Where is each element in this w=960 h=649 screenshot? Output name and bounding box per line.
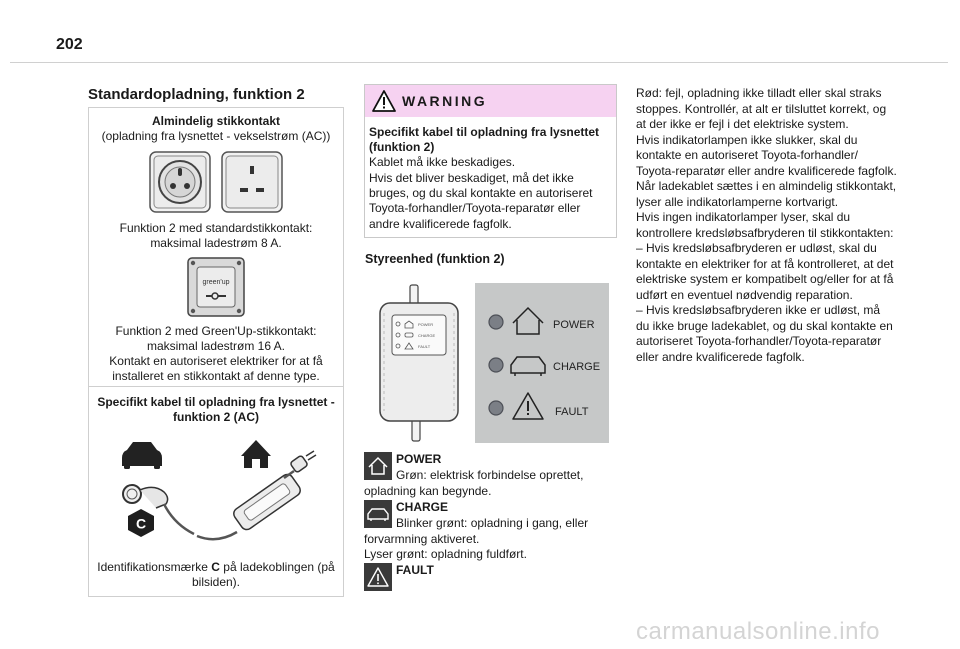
greenup-caption-4: installeret en stikkontakt af denne type. (112, 369, 320, 383)
power-line-1: Grøn: elektrisk forbindelse oprettet, (396, 468, 584, 482)
right-line-2: stoppes. Kontrollér, at alt er tilsluttet korrekt, og (636, 102, 887, 116)
charge-car-icon (364, 500, 392, 528)
right-line-3: at der ikke er fejl i det elektriske system. (636, 117, 849, 131)
charge-line-1: Blinker grønt: opladning i gang, eller (396, 516, 589, 530)
c-badge-letter: C (135, 515, 147, 532)
right-line-14: udført en eventuel nødvendig reparation. (636, 288, 853, 302)
greenup-caption-2: maksimal ladestrøm 16 A. (146, 339, 286, 353)
watermark: carmanualsonline.info (636, 618, 880, 645)
charge-car-icon (511, 357, 545, 376)
french-socket-icon (148, 150, 212, 214)
charge-title: CHARGE (396, 500, 449, 514)
identification-caption-1: Identifikationsmærke C på ladekoblingen (på (97, 560, 335, 574)
warning-line-1: Kablet må ikke beskadiges. (369, 155, 516, 169)
standard-socket-caption-1: Funktion 2 med standardstikkontakt: (119, 221, 313, 235)
indicator-panel-graphics (475, 283, 609, 443)
svg-text:POWER: POWER (553, 319, 595, 331)
car-icon (122, 442, 162, 469)
right-line-17: autoriseret Toyota-forhandler/Toyota-reparatør (636, 334, 882, 348)
right-line-15: – Hvis kredsløbsafbryderen ikke er udløst, må (636, 303, 881, 317)
fault-triangle-icon (513, 393, 543, 419)
socket-title: Almindelig stikkontakt (151, 114, 281, 128)
greenup-logo-text: green'up (202, 279, 230, 286)
warning-line-4: Toyota-forhandler/Toyota-reparatør eller (369, 201, 581, 215)
warning-triangle-icon (372, 90, 396, 112)
warning-line-3: bruges, og du skal kontakte en autoriseret (369, 186, 593, 200)
identification-caption-2: bilsiden). (191, 575, 241, 589)
right-line-1: Rød: fejl, opladning ikke tilladt eller skal straks (636, 86, 882, 100)
header-divider (10, 62, 948, 63)
warning-line-2: Hvis det bliver beskadiget, må det ikke (369, 171, 574, 185)
right-line-4: Hvis indikatorlampen ikke slukker, skal du (636, 133, 858, 147)
page-number: 202 (56, 36, 83, 53)
svg-text:CHARGE: CHARGE (553, 361, 601, 373)
charge-line-3: Lyser grønt: opladning fuldført. (364, 547, 527, 561)
right-line-9: Hvis ingen indikatorlamper lyser, skal du (636, 210, 851, 224)
cable-title-1: Specifikt kabel til opladning fra lysnettet - (97, 395, 335, 409)
power-line-2: opladning kan begynde. (364, 484, 492, 498)
right-line-13: elektriske system er kompatibelt og/eller for at få (636, 272, 894, 286)
cable-title-2: funktion 2 (AC) (173, 410, 259, 424)
standard-socket-caption-2: maksimal ladestrøm 8 A. (150, 236, 282, 250)
warning-line-5: andre kvalificerede fagfolk. (369, 217, 512, 231)
control-unit-illustration (376, 283, 462, 443)
right-line-16: du ikke bruge ladekablet, og du skal kontakte en (636, 319, 893, 333)
section-heading: Standardopladning, funktion 2 (88, 86, 305, 103)
charge-line-2: forvarmning aktiveret. (364, 532, 480, 546)
fault-title: FAULT (396, 563, 434, 577)
greenup-caption-3: Kontakt en autoriseret elektriker for at få (109, 354, 323, 368)
warning-bold-line-2: (funktion 2) (369, 140, 435, 154)
greenup-socket-icon (186, 256, 246, 318)
power-title: POWER (396, 452, 442, 466)
svg-text:FAULT: FAULT (418, 344, 431, 349)
right-line-7: Når ladekablet sættes i en almindelig stikkontakt, (636, 179, 897, 193)
right-line-12: kontakte en elektriker for at få kontrolleret, at det (636, 257, 894, 271)
socket-box-divider (88, 386, 344, 387)
right-line-5: kontakte en autoriseret Toyota-forhandler/ (636, 148, 858, 162)
house-icon (241, 440, 271, 468)
warning-bold-line-1: Specifikt kabel til opladning fra lysnettet (369, 125, 600, 139)
c-badge-icon (126, 508, 156, 538)
power-house-icon (364, 452, 392, 480)
uk-socket-icon (220, 150, 284, 214)
right-line-8: lyser alle indikatorlamperne kortvarigt. (636, 195, 839, 209)
right-line-6: Toyota-reparatør eller andre kvalificerede fagfolk. (636, 164, 897, 178)
socket-subtitle: (opladning fra lysnettet - vekselstrøm (AC)) (101, 129, 331, 143)
power-house-icon (513, 308, 543, 334)
warning-title: WARNING (402, 93, 488, 109)
svg-text:FAULT: FAULT (555, 406, 589, 418)
greenup-caption-1: Funktion 2 med Green'Up-stikkontakt: (115, 324, 317, 338)
control-unit-heading: Styreenhed (funktion 2) (365, 252, 505, 266)
right-line-10: kontrollere kredsløbsafbryderen til stikkontakten: (636, 226, 894, 240)
right-line-11: – Hvis kredsløbsafbryderen er udløst, skal du (636, 241, 877, 255)
fault-warning-icon (364, 563, 392, 591)
svg-text:CHARGE: CHARGE (418, 333, 436, 338)
svg-text:POWER: POWER (418, 322, 434, 327)
right-line-18: eller andre kvalificerede fagfolk. (636, 350, 805, 364)
